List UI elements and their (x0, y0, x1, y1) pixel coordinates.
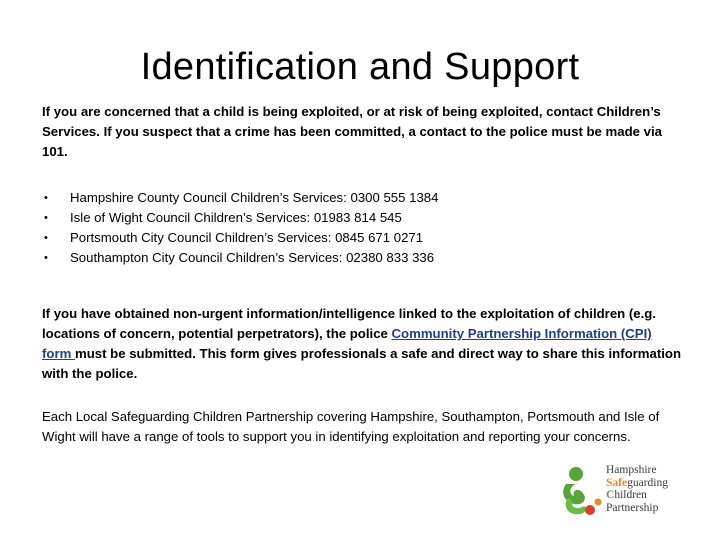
contact-text: Southampton City Council Children’s Services: 02380 833 336 (70, 250, 435, 265)
cpi-form-link[interactable]: Community Partnership Information (CPI) form (42, 326, 652, 361)
lscp-paragraph: Each Local Safeguarding Children Partnership covering Hampshire, Southampton, Portsmouth and Isle of Wight will have a range of tools to support you in identifying exploitation and reporting your concerns. (42, 409, 660, 444)
contact-text: Portsmouth City Council Children’s Services: 0845 671 0271 (70, 230, 424, 245)
logo-wordmark (606, 464, 668, 514)
intelligence-paragraph (42, 304, 682, 384)
logo-c: C (606, 489, 615, 501)
bullet-icon: • (44, 212, 48, 224)
logo-line-children (606, 489, 668, 502)
logo-hildren: hildren (614, 489, 647, 501)
contact-text: Hampshire County Council Children’s Services: 0300 555 1384 (70, 190, 439, 205)
intelligence-text-start: If you have obtained non-urgent information/intelligence linked to the exploitation of children (e.g. locations of concern, potential perpetrators), the police (42, 306, 656, 341)
logo-line-partnership: Partnership (606, 501, 659, 514)
page-title: Identification and Support (140, 46, 580, 88)
bullet-icon: • (44, 232, 48, 244)
list-item (42, 248, 682, 268)
concern-paragraph: If you are concerned that a child is being exploited, or at risk of being exploited, contact Children’s Services. If you suspect that a crime has been committed, a contact to the police must be made via 101. (42, 104, 663, 159)
bullet-icon: • (44, 192, 48, 204)
contact-text: Isle of Wight Council Children’s Services: 01983 814 545 (70, 210, 402, 225)
intelligence-text-end: must be submitted. This form gives professionals a safe and direct way to share this information with the police. (42, 346, 681, 381)
hscp-logo (558, 462, 682, 518)
list-item (42, 228, 682, 248)
list-item (42, 208, 682, 228)
list-item (42, 188, 682, 208)
logo-line-safeguarding (606, 477, 668, 490)
logo-line-hampshire: Hampshire (606, 464, 657, 476)
bullet-icon: • (44, 252, 48, 264)
logo-safe: Safe (606, 476, 628, 489)
contact-list (42, 188, 682, 268)
logo-guarding: guarding (627, 476, 668, 489)
